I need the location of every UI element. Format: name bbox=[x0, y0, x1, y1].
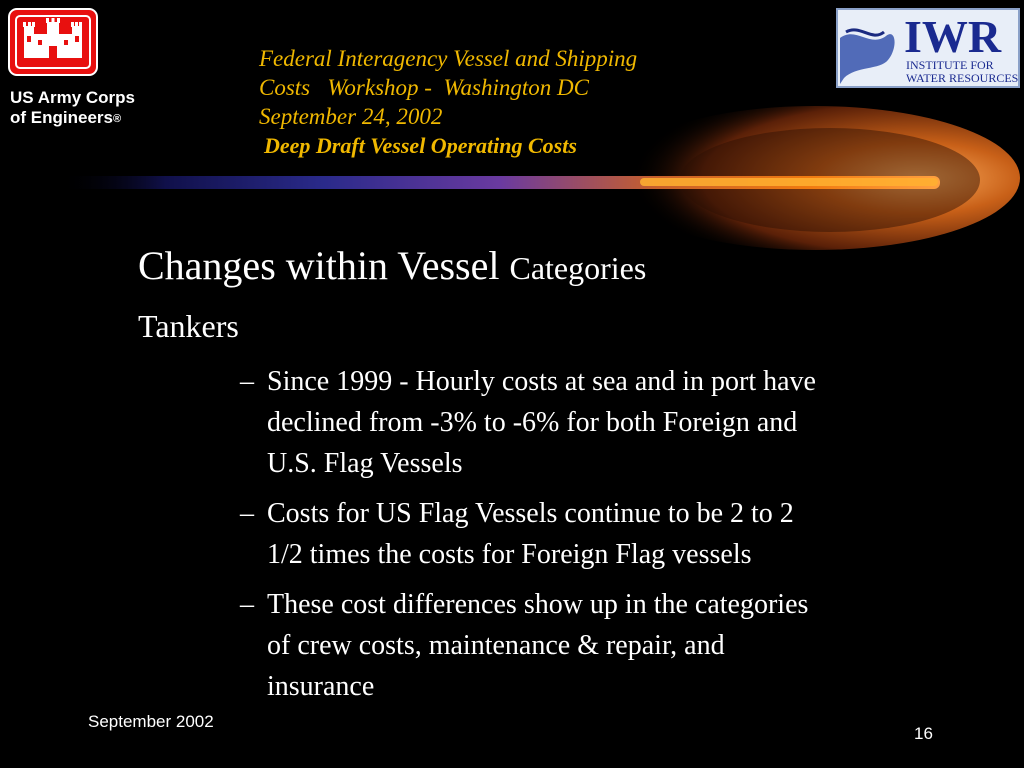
bullet-text: Since 1999 - Hourly costs at sea and in port have declined from -3% to -6% for both Foreign and U.S. Flag Vessels bbox=[267, 366, 816, 479]
header-line-3: September 24, 2002 bbox=[259, 104, 443, 129]
slide-title-small: Categories bbox=[509, 250, 647, 286]
page-number: 16 bbox=[914, 724, 933, 743]
bullet-text: These cost differences show up in the categories of crew costs, maintenance & repair, and insurance bbox=[267, 589, 809, 702]
iwr-logo bbox=[836, 8, 1020, 88]
bullet-dash: – bbox=[240, 498, 254, 529]
header-block bbox=[259, 44, 779, 161]
org-line-1: US Army Corps bbox=[10, 88, 136, 107]
usace-castle-logo bbox=[8, 8, 98, 76]
bullet-item bbox=[240, 361, 950, 484]
header-line-1: Federal Interagency Vessel and Shipping bbox=[259, 46, 638, 71]
iwr-line-1: INSTITUTE FOR bbox=[906, 58, 994, 72]
bullet-dash: – bbox=[240, 366, 254, 397]
registered-mark: ® bbox=[112, 113, 122, 125]
footer-date: September 2002 bbox=[88, 712, 214, 731]
iwr-big-text: IWR bbox=[904, 11, 1002, 62]
bullet-item bbox=[240, 493, 950, 575]
org-line-2: of Engineers® bbox=[10, 108, 122, 127]
header-line-2: Costs Workshop - Washington DC bbox=[259, 75, 589, 100]
bullet-list bbox=[240, 361, 950, 716]
iwr-line-2: WATER RESOURCES bbox=[906, 71, 1019, 85]
bullet-dash: – bbox=[240, 589, 254, 620]
usace-org-name bbox=[10, 88, 180, 129]
header-subtitle: Deep Draft Vessel Operating Costs bbox=[264, 133, 577, 158]
slide-title-main: Changes within Vessel bbox=[138, 243, 510, 288]
slide-title bbox=[138, 242, 646, 292]
slide-subtitle: Tankers bbox=[138, 308, 239, 344]
bullet-item bbox=[240, 584, 950, 707]
bullet-text: Costs for US Flag Vessels continue to be 2 to 2 1/2 times the costs for Foreign Flag vessels bbox=[267, 498, 794, 570]
